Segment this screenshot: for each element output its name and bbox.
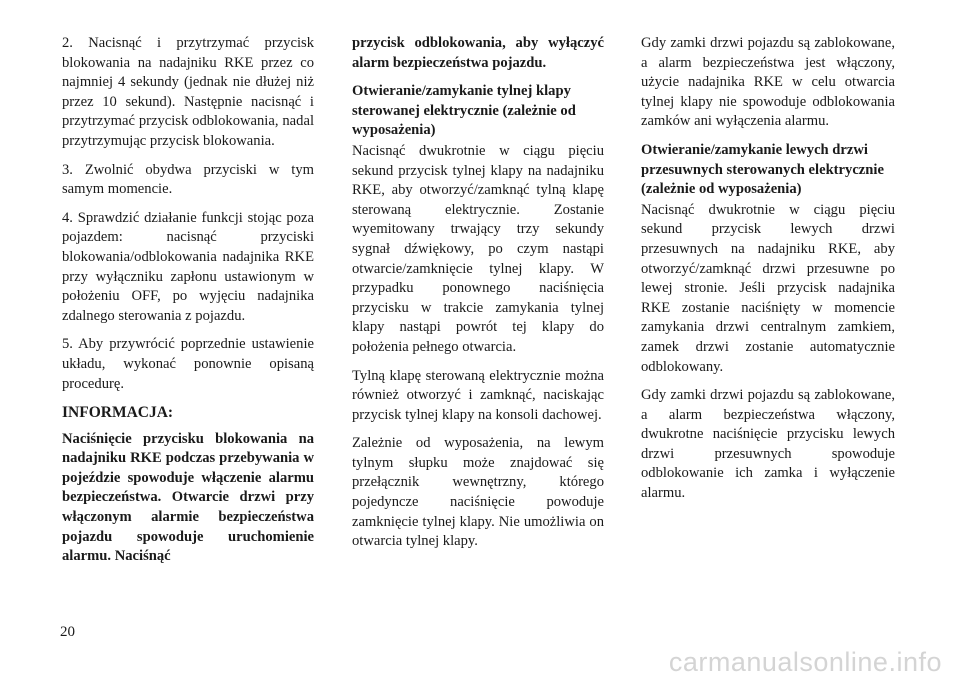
liftgate-paragraph-2: Tylną klapę sterowaną elektrycznie można również otworzyć i zamknąć, naciskając przycisk tylnej klapy na konsoli dachowej. [352, 367, 604, 423]
step-2-paragraph: 2. Nacisnąć i przytrzymać przycisk blokowania na nadajniku RKE przez co najmniej 4 sekundy (jednak nie dłużej niż przez 10 sekund). Następnie nacisnąć i przytrzymać przycisk odblokowania, nadal przytrzymując przycisk blokowania. [62, 35, 314, 149]
column-middle [352, 34, 604, 561]
liftgate-alarm-paragraph: Gdy zamki drzwi pojazdu są zablokowane, a alarm bezpieczeństwa jest włączony, użycie nadajnika RKE w celu otwarcia tylnej klapy nie spowoduje odblokowania zamków ani wyłączenia alarmu. [641, 35, 895, 130]
note-heading: INFORMACJA: [62, 404, 174, 422]
sliding-door-paragraph-1: Nacisnąć dwukrotnie w ciągu pięciu sekund przycisk lewych drzwi przesuwnych na nadajniku RKE, aby otworzyć/zamknąć drzwi przesuwne po lewej stronie. Jeśli przycisk nadajnika RKE zostanie naciśnięty w momencie zamykania drzwi centralnym zamkiem, zamek drzwi zostanie automatycznie odblokowany. [641, 201, 895, 375]
page-number: 20 [60, 624, 75, 640]
note-text-continued: przycisk odblokowania, aby wyłączyć alarm bezpieczeństwa pojazdu. [352, 35, 604, 71]
note-text: Naciśnięcie przycisku blokowania na nadajniku RKE podczas przebywania w pojeździe spowoduje włączenie alarmu bezpieczeństwa. Otwarcie drzwi przy włączonym alarmie bezpieczeństwa pojazdu spowoduje uruchomienie alarmu. Naciśnąć [62, 430, 314, 565]
liftgate-paragraph-1: Nacisnąć dwukrotnie w ciągu pięciu sekund przycisk tylnej klapy na nadajniku RKE, aby otworzyć/zamknąć tylną klapę sterowaną elektrycznie. Zostanie wyemitowany trwający trzy sekundy sygnał dźwiękowy, po czym nastąpi otwarcie/zamknięcie tylnej klapy. W przypadku ponownego naciśnięcia przycisku w trakcie zamykania tylnej klapy nastąpi powrót tej klapy do położenia pełnego otwarcia. [352, 142, 604, 355]
liftgate-section-heading: Otwieranie/zamykanie tylnej klapy sterowanej elektrycznie (zależnie od wyposażenia) [352, 83, 576, 139]
sliding-door-section-heading: Otwieranie/zamykanie lewych drzwi przesuwnych sterowanych elektrycznie (zależnie od wyposażenia) [641, 141, 884, 198]
step-4-paragraph: 4. Sprawdzić działanie funkcji stojąc poza pojazdem: nacisnąć przyciski blokowania/odblokowania nadajnika RKE przy wyłączniku zapłonu ustawionym w położeniu OFF, po wyjęciu nadajnika zdalnego sterowania z pojazdu. [62, 209, 314, 324]
step-5-paragraph: 5. Aby przywrócić poprzednie ustawienie układu, wykonać ponownie opisaną procedurę. [62, 336, 314, 392]
liftgate-paragraph-3: Zależnie od wyposażenia, na lewym tylnym słupku może znajdować się przełącznik wewnętrzny, którego pojedyncze naciśnięcie powoduje zamknięcie tylnej klapy. Nie umożliwia on otwarcia tylnej klapy. [352, 435, 604, 550]
column-right [641, 34, 895, 513]
sliding-door-paragraph-2: Gdy zamki drzwi pojazdu są zablokowane, a alarm bezpieczeństwa włączony, dwukrotne naciśnięcie przycisku lewych drzwi przesuwnych spowoduje odblokowanie ich zamka i wyłączenie alarmu. [641, 387, 895, 502]
watermark: carmanualsonline.info [668, 647, 942, 677]
column-left [62, 34, 314, 576]
step-3-paragraph: 3. Zwolnić obydwa przyciski w tym samym momencie. [62, 161, 314, 198]
